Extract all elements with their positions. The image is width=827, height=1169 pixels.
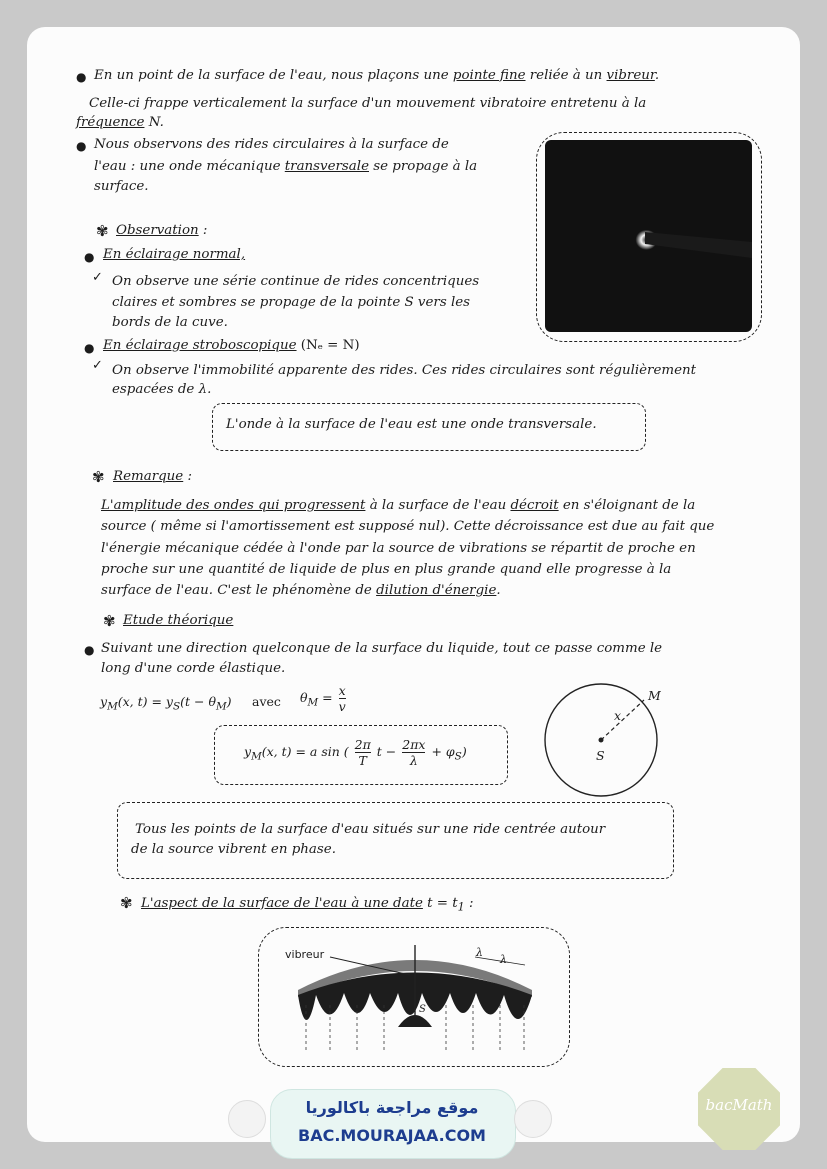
remarque-title: Remarque : [113,469,192,484]
label-S: S [419,1004,426,1015]
label-lambda-2: λ [500,953,507,966]
pinwheel-icon: ✾ [120,894,133,912]
normal-line-1: On observe une série continue de rides concentriques [112,274,480,289]
strobo-line-1: On observe l'immobilité apparente des rides. Ces rides circulaires sont régulièrement [112,363,697,378]
bullet: ● [84,250,95,264]
pinwheel-icon: ✾ [92,468,105,486]
normal-line-2: claires et sombres se propage de la pointe S vers les [112,295,471,310]
aspect-title: L'aspect de la surface de l'eau à une date $t = t_1$ : [141,896,474,914]
intro-line-1: En un point de la surface de l'eau, nous plaçons une pointe fine reliée à un vibreur. [94,68,660,83]
label-vibreur: vibreur [285,948,325,961]
second-line-2: l'eau : une onde mécanique transversale se propage à la [94,159,478,174]
bullet: ● [76,139,87,153]
circle-label-S: S [596,748,605,763]
circle-label-x: x [614,708,622,723]
intro-line-3: fréquence N. [76,115,164,130]
pinwheel-icon: ✾ [96,222,109,240]
strobo-title: En éclairage stroboscopique (Nₑ = N) [103,338,360,353]
equation-propagation: $y_M(x$, $t) = y_S(t - \theta_M)$ [100,694,232,713]
avec-label: avec [252,694,281,709]
circle-label-M: M [648,688,661,703]
check-icon: ✓ [92,358,103,373]
check-icon: ✓ [92,270,103,285]
etude-line-1: Suivant une direction quelconque de la surface du liquide, tout ce passe comme le [101,641,663,656]
intro-line-2: Celle-ci frappe verticalement la surface d'un mouvement vibratoire entretenu à la [89,96,647,111]
remarque-line-2: source ( même si l'amortissement est supposé nul). Cette décroissance est due au fait que [101,519,715,534]
second-line-3: surface. [94,179,149,194]
site-logo-right-icon [514,1100,552,1138]
bacmath-label: bacMath [705,1096,773,1114]
bullet: ● [84,341,95,355]
remarque-line-1: L'amplitude des ondes qui progressent à la surface de l'eau décroit en s'éloignant de la [101,498,696,513]
transverse-wave-text: L'onde à la surface de l'eau est une onde transversale. [226,417,597,432]
etude-title: Etude théorique [123,613,234,628]
site-logo-left-icon [228,1100,266,1138]
remarque-line-3: l'énergie mécanique cédée à l'onde par la source de vibrations se répartit de proche en [101,541,696,556]
etude-line-2: long d'une corde élastique. [101,661,286,676]
bullet: ● [76,70,87,84]
ripple-photo [545,140,752,332]
remarque-line-4: proche sur une quantité de liquide de plus en plus grande quand elle progresse à la [101,562,672,577]
observation-title: Observation : [116,223,208,238]
site-url[interactable]: BAC.MOURAJAA.COM [298,1126,486,1145]
second-line-1: Nous observons des rides circulaires à la surface de [94,137,449,152]
site-arabic-title: موقع مراجعة باكالوريا [305,1098,479,1117]
pinwheel-icon: ✾ [103,612,116,630]
equation-delay: $\theta_M$ = $\frac{x}{v}$ [300,683,346,714]
normal-lighting-title: En éclairage normal, [103,247,246,262]
phase-line-2: de la source vibrent en phase. [131,842,336,857]
remarque-line-5: surface de l'eau. C'est le phénomène de dilution d'énergie. [101,583,501,598]
label-lambda-1: λ [476,946,483,959]
equation-sinus: $y_M(x$, t) = a sin ( $\frac{2\pi}{T}$ t − $\frac{2\pi x}{\lambda}$ + $\varphi_S$) [244,737,467,768]
bullet: ● [84,643,95,657]
strobo-line-2: espacées de λ. [112,382,212,397]
normal-line-3: bords de la cuve. [112,315,228,330]
phase-line-1: Tous les points de la surface d'eau situés sur une ride centrée autour [135,822,606,837]
